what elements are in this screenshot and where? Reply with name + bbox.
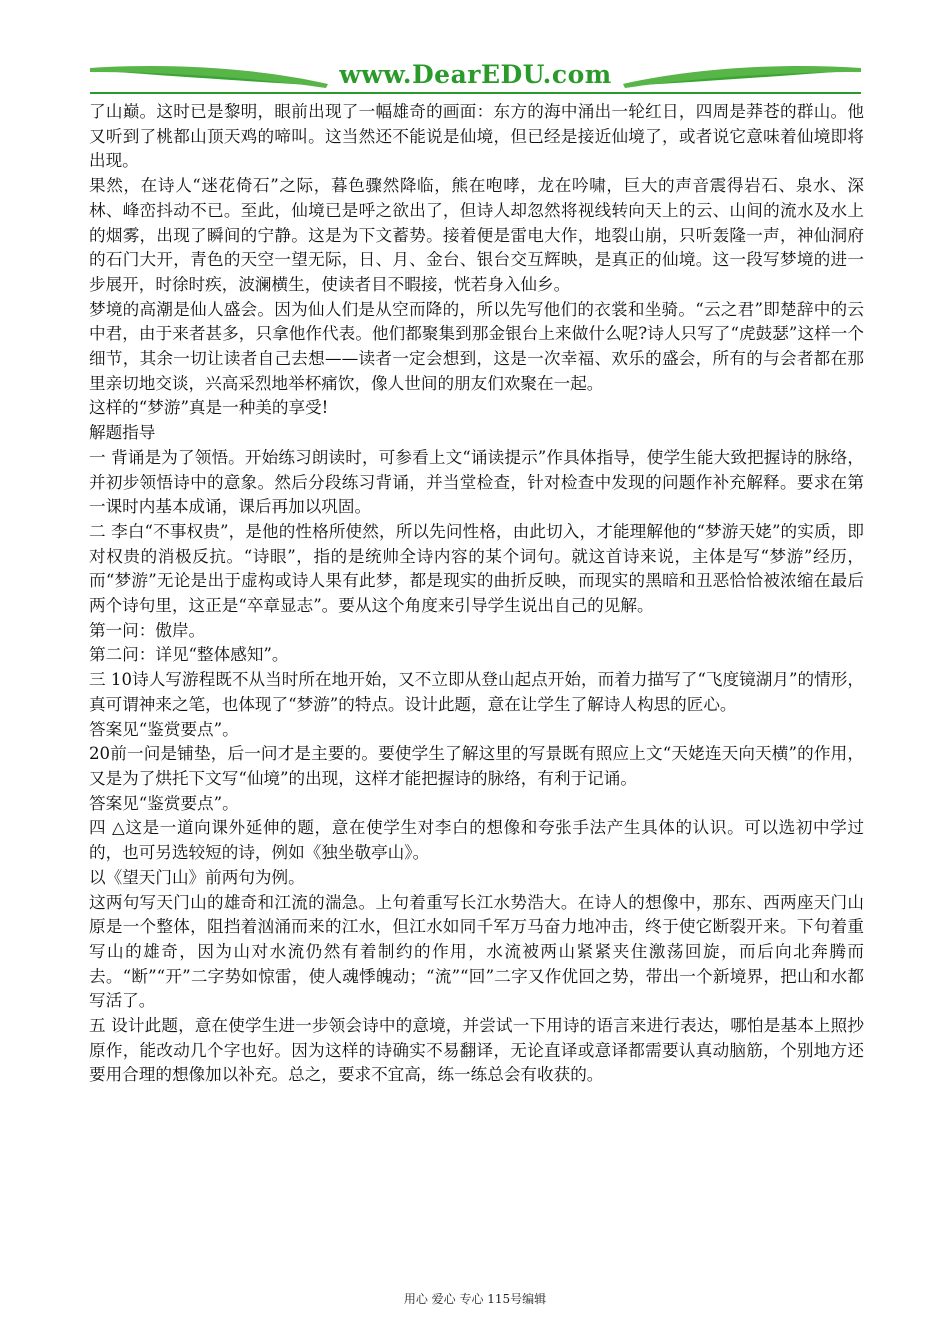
paragraph: 梦境的高潮是仙人盛会。因为仙人们是从空而降的，所以先写他们的衣裳和坐骑。“云之君”即楚辞中的云中君，由于来者甚多，只拿他作代表。他们都聚集到那金银台上来做什么呢?诗人只写了“虎鼓瑟”这样一个细节，其余一切让读者自己去想——读者一定会想到，这是一次幸福、欢乐的盛会，所有的与会者都在那里亲切地交谈，兴高采烈地举杯痛饮，像人世间的朋友们欢聚在一起。 <box>89 299 864 393</box>
paragraph: 第二问：详见“整体感知”。 <box>89 645 289 665</box>
paragraph: 以《望天门山》前两句为例。 <box>89 867 305 887</box>
paragraph: 第一问：傲岸。 <box>89 620 206 640</box>
document-body <box>89 100 864 1088</box>
paragraph: 一 背诵是为了领悟。开始练习朗读时，可参看上文“诵读提示”作具体指导，使学生能大致把握诗的脉络，并初步领悟诗中的意象。然后分段练习背诵，并当堂检查，针对检查中发现的问题作补充解释。要求在第一课时内基本成诵，课后再加以巩固。 <box>89 447 864 517</box>
paragraph: 四 △这是一道向课外延伸的题，意在使学生对李白的想像和夸张手法产生具体的认识。可以选初中学过的，也可另选较短的诗，例如《独坐敬亭山》。 <box>89 818 864 863</box>
paragraph: 五 设计此题，意在使学生进一步领会诗中的意境，并尝试一下用诗的语言来进行表达，哪怕是基本上照抄原作，能改动几个字也好。因为这样的诗确实不易翻译，无论直译或意译都需要认真动脑筋，个别地方还要用合理的想像加以补充。总之，要求不宜高，练一练总会有收获的。 <box>89 1016 864 1085</box>
site-header <box>88 56 863 96</box>
paragraph: 了山巅。这时已是黎明，眼前出现了一幅雄奇的画面：东方的海中涌出一轮红日，四周是莽苍的群山。他又听到了桃都山顶天鸡的啼叫。这当然还不能说是仙境，但已经是接近仙境了，或者说它意味着仙境即将出现。 <box>89 102 864 171</box>
paragraph: 三 10诗人写游程既不从当时所在地开始，又不立即从登山起点开始，而着力描写了“飞度镜湖月”的情形，真可谓神来之笔，也体现了“梦游”的特点。设计此题，意在让学生了解诗人构思的匠心。 <box>89 670 864 714</box>
paragraph: 这样的“梦游”真是一种美的享受! <box>89 398 329 418</box>
paragraph: 果然，在诗人“迷花倚石”之际，暮色骤然降临，熊在咆哮，龙在吟啸，巨大的声音震得岩石、泉水、深林、峰峦抖动不已。至此，仙境已是呼之欲出了，但诗人却忽然将视线转向天上的云、山间的流水及水上的烟雾，出现了瞬间的宁静。这是为下文蓄势。接着便是雷电大作，地裂山崩，只听轰隆一声，神仙洞府的石门大开，青色的天空一望无际，日、月、金台、银台交互辉映，是真正的仙境。这一段写梦境的进一步展开，时徐时疾，波澜横生，使读者目不暇接，恍若身入仙乡。 <box>89 176 864 294</box>
section-heading: 解题指导 <box>89 423 156 443</box>
paragraph: 答案见“鉴赏要点”。 <box>89 719 239 739</box>
paragraph: 二 李白“不事权贵”，是他的性格所使然，所以先问性格，由此切入，才能理解他的“梦游天姥”的实质，即对权贵的消极反抗。“诗眼”，指的是统帅全诗内容的某个词句。就这首诗来说，主体是写“梦游”经历，而“梦游”无论是出于虚构或诗人果有此梦，都是现实的曲折反映，而现实的黑暗和丑恶恰恰被浓缩在最后两个诗句里，这正是“卒章显志”。要从这个角度来引导学生说出自己的见解。 <box>89 521 864 616</box>
paragraph: 20前一问是铺垫，后一问才是主要的。要使学生了解这里的写景既有照应上文“天姥连天向天横”的作用，又是为了烘托下文写“仙境”的出现，这样才能把握诗的脉络，有利于记诵。 <box>89 744 864 788</box>
paragraph: 答案见“鉴赏要点”。 <box>89 793 239 813</box>
paragraph: 这两句写天门山的雄奇和江流的湍急。上句着重写长江水势浩大。在诗人的想像中，那东、西两座天门山原是一个整体，阻挡着汹涌而来的江水，但江水如同千军万马奋力地冲击，终于使它断裂开来。下句着重写山的雄奇，因为山对水流仍然有着制约的作用，水流被两山紧紧夹住激荡回旋，而后向北奔腾而去。“断”“开”二字势如惊雷，使人魂悸魄动；“流”“回”二字又作优回之势，带出一个新境界，把山和水都写活了。 <box>89 892 864 1011</box>
site-logo: www.DearEDU.com <box>339 60 612 89</box>
page-footer: 用心 爱心 专心 115号编辑 <box>403 1292 547 1306</box>
